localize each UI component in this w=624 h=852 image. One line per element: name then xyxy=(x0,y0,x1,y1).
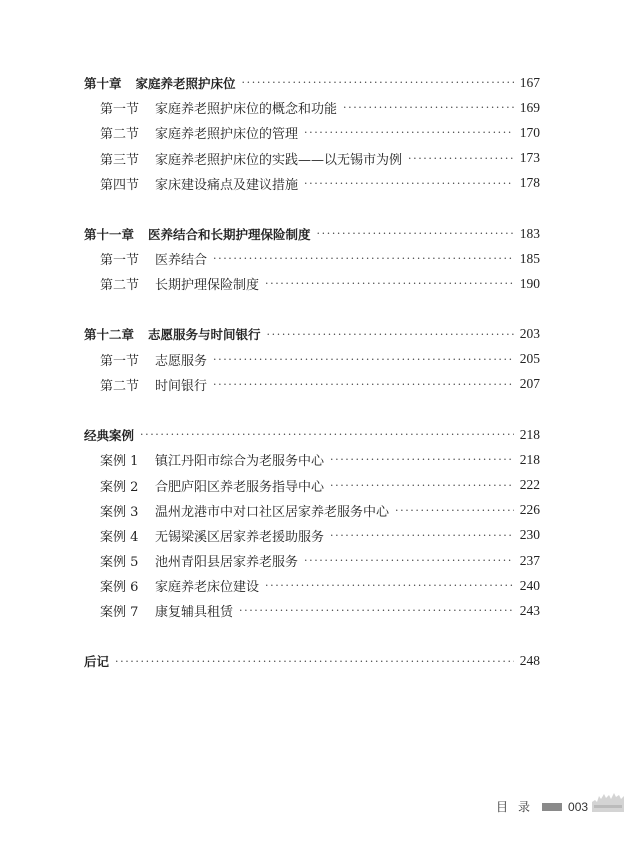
entry-title: 康复辅具租赁 xyxy=(155,605,234,621)
entry-page-number: 218 xyxy=(519,451,540,467)
chapter-entry[interactable] xyxy=(84,221,540,246)
entry-title: 家床建设痛点及建议措施 xyxy=(155,177,299,193)
dot-leader xyxy=(395,504,514,517)
entry-title: 池州青阳县居家养老服务 xyxy=(155,555,299,571)
toc-group xyxy=(84,422,540,624)
section-entry[interactable] xyxy=(84,95,540,120)
entry-label: 第二节 xyxy=(100,278,140,294)
entry-page-number: 170 xyxy=(519,124,540,140)
skyline-decoration-icon xyxy=(592,790,624,812)
entry-title: 家庭养老照护床位 xyxy=(135,75,236,91)
chapter-entry[interactable] xyxy=(84,649,540,674)
entry-page-number: 167 xyxy=(519,74,540,90)
entry-title: 长期护理保险制度 xyxy=(155,278,260,294)
section-entry[interactable] xyxy=(84,271,540,296)
entry-title: 后记 xyxy=(84,654,110,670)
entry-page-number: 248 xyxy=(519,653,540,669)
entry-label: 第四节 xyxy=(100,177,140,193)
entry-label: 案例 1 xyxy=(100,454,139,470)
dot-leader xyxy=(304,177,514,190)
entry-page-number: 205 xyxy=(519,351,540,367)
dot-leader xyxy=(304,554,514,567)
section-entry[interactable] xyxy=(84,598,540,623)
footer-section-title: 目录 xyxy=(496,800,541,814)
chapter-entry[interactable] xyxy=(84,70,540,95)
entry-title: 志愿服务与时间银行 xyxy=(148,327,261,343)
entry-page-number: 169 xyxy=(519,99,540,115)
entry-title: 温州龙港市中对口社区居家养老服务中心 xyxy=(155,504,390,520)
entry-title: 家庭养老照护床位的概念和功能 xyxy=(155,102,338,118)
entry-page-number: 243 xyxy=(519,602,540,618)
table-of-contents xyxy=(84,70,540,699)
section-entry[interactable] xyxy=(84,548,540,573)
section-entry[interactable] xyxy=(84,573,540,598)
entry-page-number: 226 xyxy=(519,502,540,518)
section-entry[interactable] xyxy=(84,347,540,372)
dot-leader xyxy=(304,126,514,139)
dot-leader xyxy=(267,328,514,341)
entry-label: 第一节 xyxy=(100,353,140,369)
dot-leader xyxy=(213,353,514,366)
entry-page-number: 185 xyxy=(519,250,540,266)
dot-leader xyxy=(330,453,514,466)
dot-leader xyxy=(330,529,514,542)
dot-leader xyxy=(239,604,514,617)
entry-title: 医养结合和长期护理保险制度 xyxy=(148,226,311,242)
dot-leader xyxy=(140,428,514,441)
entry-page-number: 203 xyxy=(519,326,540,342)
entry-title: 家庭养老照护床位的实践——以无锡市为例 xyxy=(155,152,403,168)
entry-label: 第十章 xyxy=(84,75,122,91)
dot-leader xyxy=(408,152,514,165)
entry-label: 案例 4 xyxy=(100,529,139,545)
section-entry[interactable] xyxy=(84,246,540,271)
toc-group xyxy=(84,322,540,398)
entry-title: 镇江丹阳市综合为老服务中心 xyxy=(155,454,325,470)
section-entry[interactable] xyxy=(84,372,540,397)
dot-leader xyxy=(213,378,514,391)
dot-leader xyxy=(242,76,514,89)
entry-label: 第一节 xyxy=(100,102,140,118)
section-entry[interactable] xyxy=(84,472,540,497)
entry-title: 经典案例 xyxy=(84,427,135,443)
entry-label: 案例 5 xyxy=(100,555,139,571)
dot-leader xyxy=(265,579,514,592)
dot-leader xyxy=(330,479,514,492)
entry-label: 第十一章 xyxy=(84,226,135,242)
entry-title: 家庭养老床位建设 xyxy=(155,580,260,596)
entry-page-number: 207 xyxy=(519,376,540,392)
entry-label: 第二节 xyxy=(100,378,140,394)
section-entry[interactable] xyxy=(84,523,540,548)
section-entry[interactable] xyxy=(84,120,540,145)
entry-page-number: 178 xyxy=(519,175,540,191)
dot-leader xyxy=(265,277,514,290)
chapter-entry[interactable] xyxy=(84,422,540,447)
entry-page-number: 183 xyxy=(519,225,540,241)
entry-label: 案例 6 xyxy=(100,580,139,596)
section-entry[interactable] xyxy=(84,498,540,523)
toc-group xyxy=(84,221,540,297)
entry-page-number: 190 xyxy=(519,275,540,291)
entry-label: 案例 3 xyxy=(100,504,139,520)
entry-page-number: 173 xyxy=(519,150,540,166)
page-number: 003 xyxy=(568,799,589,814)
toc-group xyxy=(84,70,540,196)
entry-label: 第三节 xyxy=(100,152,140,168)
dot-leader xyxy=(317,227,514,240)
footer-divider-bar xyxy=(542,803,562,811)
entry-title: 合肥庐阳区养老服务指导中心 xyxy=(155,479,325,495)
section-entry[interactable] xyxy=(84,171,540,196)
entry-page-number: 222 xyxy=(519,477,540,493)
entry-page-number: 240 xyxy=(519,577,540,593)
toc-group xyxy=(84,649,540,674)
entry-title: 家庭养老照护床位的管理 xyxy=(155,127,299,143)
entry-title: 医养结合 xyxy=(155,253,208,269)
dot-leader xyxy=(343,101,514,114)
entry-label: 第一节 xyxy=(100,253,140,269)
dot-leader xyxy=(213,252,514,265)
entry-label: 第十二章 xyxy=(84,327,135,343)
entry-page-number: 237 xyxy=(519,552,540,568)
entry-title: 无锡梁溪区居家养老援助服务 xyxy=(155,529,325,545)
entry-title: 时间银行 xyxy=(155,378,208,394)
entry-page-number: 218 xyxy=(519,426,540,442)
entry-page-number: 230 xyxy=(519,527,540,543)
section-entry[interactable] xyxy=(84,447,540,472)
page-footer xyxy=(496,798,588,815)
dot-leader xyxy=(115,655,514,668)
entry-title: 志愿服务 xyxy=(155,353,208,369)
chapter-entry[interactable] xyxy=(84,322,540,347)
entry-label: 案例 2 xyxy=(100,479,139,495)
section-entry[interactable] xyxy=(84,146,540,171)
entry-label: 第二节 xyxy=(100,127,140,143)
entry-label: 案例 7 xyxy=(100,605,139,621)
